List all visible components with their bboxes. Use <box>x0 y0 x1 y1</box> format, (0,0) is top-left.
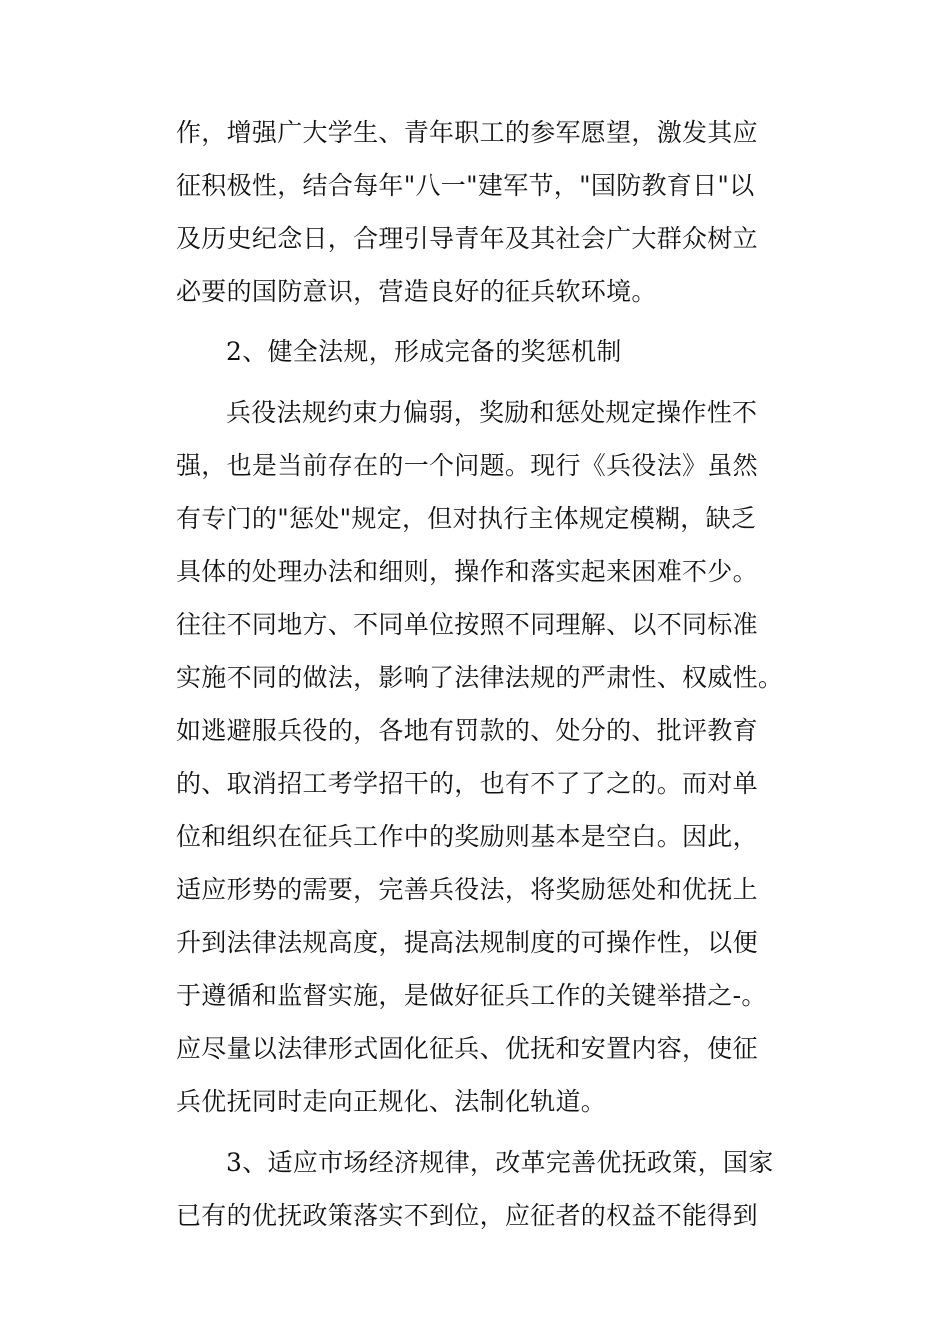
section-heading: 2、健全法规，形成完备的奖惩机制 <box>226 337 622 366</box>
text-line: 的、取消招工考学招干的，也有不了了之的。而对单 <box>176 769 758 798</box>
text-line: 升到法律法规高度，提高法规制度的可操作性，以便 <box>176 928 758 957</box>
text-line: 兵役法规约束力偏弱，奖励和惩处规定操作性不 <box>226 398 758 427</box>
text-line: 有专门的"惩处"规定，但对执行主体规定模糊，缺乏 <box>176 504 757 533</box>
text-line: 如逃避服兵役的，各地有罚款的、处分的、批评教育 <box>176 716 758 745</box>
text-line: 已有的优抚政策落实不到位，应征者的权益不能得到 <box>176 1201 758 1230</box>
text-line: 具体的处理办法和细则，操作和落实起来困难不少。 <box>176 557 758 586</box>
text-line: 3、适应市场经济规律，改革完善优抚政策，国家 <box>226 1148 774 1177</box>
text-line: 应尽量以法律形式固化征兵、优抚和安置内容，使征 <box>176 1034 758 1063</box>
text-line: 必要的国防意识，营造良好的征兵软环境。 <box>176 277 657 306</box>
text-line: 实施不同的做法，影响了法律法规的严肃性、权威性。 <box>176 663 784 692</box>
text-line: 适应形势的需要，完善兵役法，将奖励惩处和优抚上 <box>176 875 758 904</box>
text-line: 作，增强广大学生、青年职工的参军愿望，激发其应 <box>176 118 758 147</box>
text-line: 往往不同地方、不同单位按照不同理解、以不同标准 <box>176 610 758 639</box>
text-line: 强，也是当前存在的一个问题。现行《兵役法》虽然 <box>176 451 758 480</box>
text-line: 于遵循和监督实施，是做好征兵工作的关键举措之-。 <box>176 981 767 1010</box>
text-line: 兵优抚同时走向正规化、法制化轨道。 <box>176 1087 607 1116</box>
text-line: 征积极性，结合每年"八一"建军节，"国防教育日"以 <box>176 171 755 200</box>
text-line: 位和组织在征兵工作中的奖励则基本是空白。因此， <box>176 822 758 851</box>
text-line: 及历史纪念日，合理引导青年及其社会广大群众树立 <box>176 224 758 253</box>
